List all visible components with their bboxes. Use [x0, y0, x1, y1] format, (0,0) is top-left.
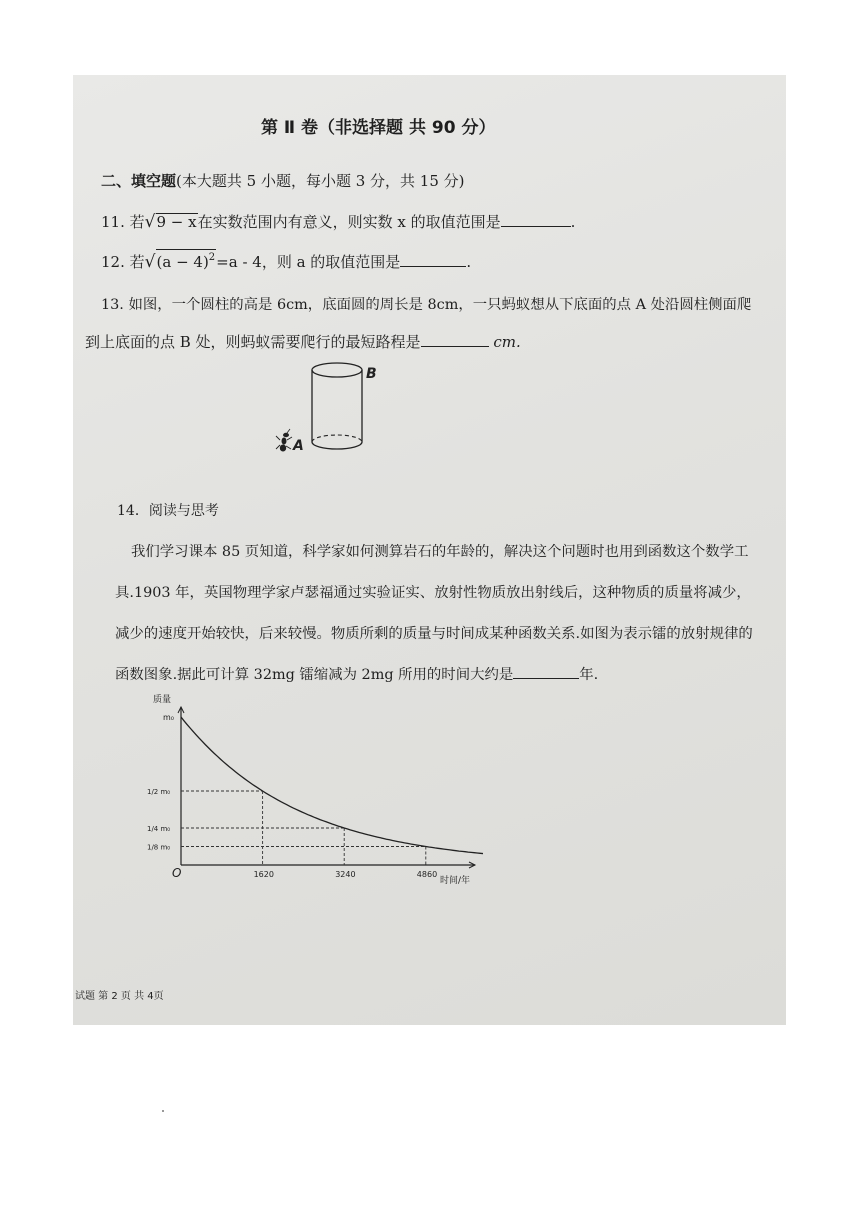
x-tick-label: 4860: [416, 870, 438, 879]
question-14-p1: 我们学习课本 85 页知道，科学家如何测算岩石的年龄的，解决这个问题时也用到函数这个数学工: [131, 544, 749, 560]
question-14-p4: 函数图象.据此可计算 32mg 镭缩减为 2mg 所用的时间大约是 年.: [115, 664, 598, 685]
answer-blank-11[interactable]: [501, 212, 571, 227]
point-a-label: A: [293, 438, 304, 454]
page-title: 第 Ⅱ 卷（非选择题 共 90 分）: [261, 118, 496, 138]
question-13-line1: 13. 如图，一个圆柱的高是 6cm，底面圆的周长是 8cm，一只蚂蚁想从下底面的点 A 处沿圆柱侧面爬: [101, 297, 752, 313]
origin-label: O: [172, 866, 182, 880]
y-tick-label: 1/8 m₀: [147, 843, 171, 852]
section-title: 二、填空题: [101, 172, 177, 190]
ant-icon: [276, 429, 292, 452]
answer-blank-12[interactable]: [400, 252, 466, 267]
y-tick-label: 1/4 m₀: [147, 825, 171, 833]
answer-blank-14[interactable]: [513, 664, 579, 679]
point-b-label: B: [366, 366, 377, 382]
section-heading: [101, 171, 465, 191]
cylinder-figure: [268, 355, 388, 465]
question-13-line2: 到上底面的点 B 处，则蚂蚁需要爬行的最短路程是 cm.: [85, 333, 521, 351]
y-tick-label: 1/2 m₀: [147, 788, 171, 796]
x-tick-label: 3240: [335, 870, 356, 879]
decay-curve: [181, 717, 483, 854]
scan-speck: [162, 1110, 164, 1112]
radicand: 9 − x: [156, 213, 197, 231]
exam-page: [73, 75, 786, 1025]
x-axis-label: 时间/年: [440, 876, 471, 886]
radicand: $(a - 4)^2$: [156, 249, 217, 270]
y-tick-label: m₀: [163, 713, 174, 722]
y-axis-label: 质量: [153, 695, 172, 705]
page-footer: 试题 第 2 页 共 4页: [75, 991, 164, 1002]
x-tick-label: 1620: [253, 870, 274, 879]
question-14-p3: 减少的速度开始较快，后来较慢。物质所剩的质量与时间成某种函数关系.如图为表示镭的放射规律的: [115, 626, 753, 642]
question-12: 12. 若$√(a - 4)^2=a - 4$，则 a 的取值范围是 .: [101, 249, 471, 272]
question-14-p2: 具.1903 年，英国物理学家卢瑟福通过实验证实、放射性物质放出射线后，这种物质的质量将减少，: [115, 585, 751, 601]
section-note: (本大题共 5 小题，每小题 3 分，共 15 分): [176, 172, 465, 190]
question-14-heading: 14．阅读与思考: [117, 503, 219, 519]
question-11: 11. 若√9 − x在实数范围内有意义，则实数 x 的取值范围是 .: [101, 212, 576, 232]
answer-blank-13[interactable]: [421, 332, 489, 347]
decay-chart: [143, 687, 483, 892]
